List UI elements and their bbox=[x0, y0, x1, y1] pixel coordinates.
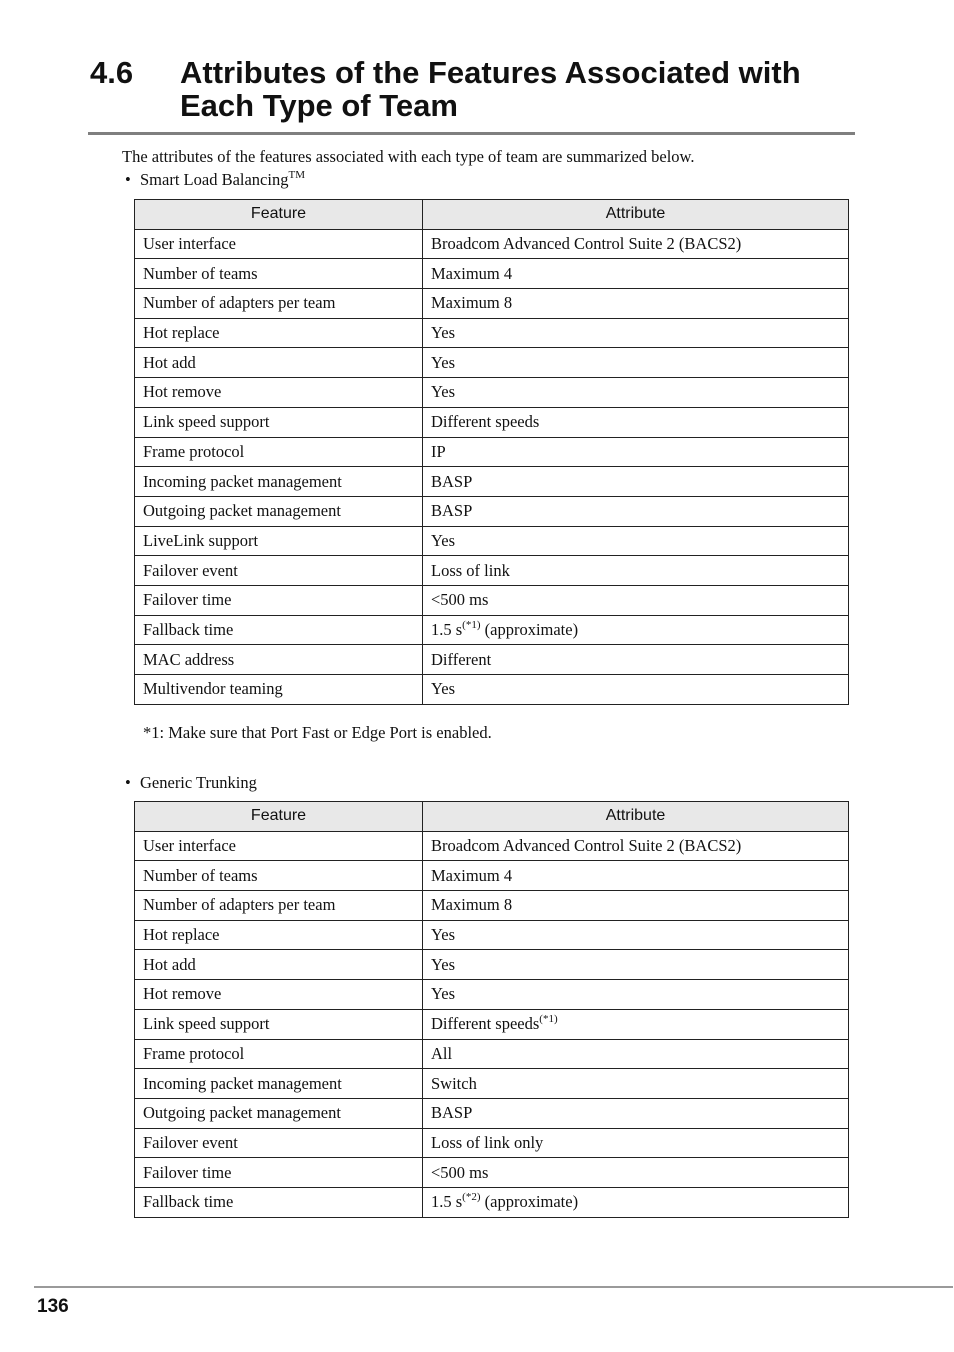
attribute-value: 1.5 s bbox=[431, 619, 463, 639]
column-header-attribute: Attribute bbox=[423, 200, 849, 230]
table-row bbox=[135, 1158, 849, 1188]
attribute-value: Yes bbox=[431, 323, 456, 343]
attribute-value: BASP bbox=[431, 1103, 473, 1123]
attribute-cell bbox=[423, 831, 849, 861]
table-row bbox=[135, 229, 849, 259]
bullet-label: Generic Trunking bbox=[140, 773, 257, 792]
attribute-cell bbox=[423, 980, 849, 1010]
feature-cell: Number of adapters per team bbox=[135, 891, 423, 921]
column-header-feature: Feature bbox=[135, 802, 423, 832]
feature-cell: Failover event bbox=[135, 556, 423, 586]
table-row bbox=[135, 318, 849, 348]
attribute-value: Different speeds bbox=[431, 412, 540, 432]
feature-cell: Failover time bbox=[135, 585, 423, 615]
table-row bbox=[135, 585, 849, 615]
attribute-cell bbox=[423, 1098, 849, 1128]
feature-cell: Failover event bbox=[135, 1128, 423, 1158]
attribute-cell bbox=[423, 891, 849, 921]
attribute-cell bbox=[423, 920, 849, 950]
attribute-value: Yes bbox=[431, 382, 456, 402]
feature-cell: Fallback time bbox=[135, 1187, 423, 1217]
feature-cell: Hot replace bbox=[135, 318, 423, 348]
intro-text: The attributes of the features associated with each type of team are summarized below. bbox=[122, 147, 695, 166]
attribute-cell bbox=[423, 585, 849, 615]
attribute-value: Loss of link only bbox=[431, 1132, 544, 1152]
attribute-value: <500 ms bbox=[431, 1162, 489, 1182]
attribute-cell bbox=[423, 318, 849, 348]
feature-cell: MAC address bbox=[135, 645, 423, 675]
table-row bbox=[135, 378, 849, 408]
table-row bbox=[135, 259, 849, 289]
feature-cell: Number of teams bbox=[135, 259, 423, 289]
attribute-value: Broadcom Advanced Control Suite 2 (BACS2) bbox=[431, 234, 742, 254]
attribute-suffix: (approximate) bbox=[480, 619, 579, 639]
table-row bbox=[135, 675, 849, 705]
table-header-row bbox=[135, 802, 849, 832]
feature-cell: Hot add bbox=[135, 950, 423, 980]
table-row bbox=[135, 831, 849, 861]
feature-cell: Link speed support bbox=[135, 407, 423, 437]
table-row bbox=[135, 920, 849, 950]
attribute-value: Different speeds bbox=[431, 1014, 540, 1034]
feature-cell: User interface bbox=[135, 831, 423, 861]
table-row bbox=[135, 496, 849, 526]
table-row bbox=[135, 467, 849, 497]
attribute-value: Maximum 4 bbox=[431, 865, 513, 885]
feature-cell: Frame protocol bbox=[135, 1039, 423, 1069]
attribute-value: Maximum 8 bbox=[431, 293, 513, 313]
attribute-cell bbox=[423, 1069, 849, 1099]
table-row bbox=[135, 437, 849, 467]
feature-cell: Hot add bbox=[135, 348, 423, 378]
attribute-cell bbox=[423, 407, 849, 437]
slb-table-body bbox=[135, 229, 849, 704]
attribute-cell bbox=[423, 259, 849, 289]
attribute-cell bbox=[423, 1039, 849, 1069]
feature-cell: Hot remove bbox=[135, 980, 423, 1010]
feature-cell: Multivendor teaming bbox=[135, 675, 423, 705]
attribute-value: Yes bbox=[431, 984, 456, 1004]
table-row bbox=[135, 1069, 849, 1099]
attribute-value: BASP bbox=[431, 501, 473, 521]
attribute-cell bbox=[423, 950, 849, 980]
table-row bbox=[135, 950, 849, 980]
title-rule bbox=[88, 132, 855, 135]
slb-attributes-table bbox=[134, 199, 849, 705]
feature-cell: Incoming packet management bbox=[135, 1069, 423, 1099]
table-row bbox=[135, 645, 849, 675]
attribute-value: Yes bbox=[431, 925, 456, 945]
section-number: 4.6 bbox=[90, 55, 134, 90]
feature-cell: Failover time bbox=[135, 1158, 423, 1188]
column-header-attribute: Attribute bbox=[423, 802, 849, 832]
attribute-cell bbox=[423, 556, 849, 586]
attribute-cell bbox=[423, 467, 849, 497]
table-row bbox=[135, 526, 849, 556]
attribute-cell bbox=[423, 675, 849, 705]
attribute-cell bbox=[423, 1158, 849, 1188]
table-row bbox=[135, 556, 849, 586]
table-row bbox=[135, 348, 849, 378]
feature-cell: Outgoing packet management bbox=[135, 496, 423, 526]
bullet-label: Smart Load Balancing bbox=[140, 170, 289, 189]
attribute-value: Yes bbox=[431, 954, 456, 974]
feature-cell: Frame protocol bbox=[135, 437, 423, 467]
feature-cell: Incoming packet management bbox=[135, 467, 423, 497]
feature-cell: Number of teams bbox=[135, 861, 423, 891]
footnote-ref: (*1) bbox=[462, 618, 481, 631]
table-row bbox=[135, 1098, 849, 1128]
attribute-value: Yes bbox=[431, 352, 456, 372]
attribute-cell bbox=[423, 1128, 849, 1158]
attribute-cell bbox=[423, 496, 849, 526]
feature-cell: Outgoing packet management bbox=[135, 1098, 423, 1128]
attribute-cell bbox=[423, 645, 849, 675]
attribute-value: IP bbox=[431, 441, 446, 461]
attribute-cell bbox=[423, 615, 849, 645]
feature-cell: Link speed support bbox=[135, 1009, 423, 1039]
attribute-cell bbox=[423, 289, 849, 319]
attribute-cell bbox=[423, 1009, 849, 1039]
attribute-cell bbox=[423, 229, 849, 259]
attribute-cell bbox=[423, 1187, 849, 1217]
feature-cell: Number of adapters per team bbox=[135, 289, 423, 319]
attribute-value: 1.5 s bbox=[431, 1192, 463, 1212]
feature-cell: Hot remove bbox=[135, 378, 423, 408]
feature-cell: Hot replace bbox=[135, 920, 423, 950]
bullet-generic-trunking bbox=[125, 773, 257, 793]
column-header-feature: Feature bbox=[135, 200, 423, 230]
bullet-dot: • bbox=[125, 170, 131, 189]
section-title: Attributes of the Features Associated with Each Type of Team bbox=[180, 55, 801, 123]
attribute-suffix: (approximate) bbox=[480, 1192, 579, 1212]
footnote-ref: (*1) bbox=[539, 1013, 558, 1026]
attribute-cell bbox=[423, 526, 849, 556]
attribute-value: <500 ms bbox=[431, 590, 489, 610]
table-row bbox=[135, 289, 849, 319]
attribute-cell bbox=[423, 348, 849, 378]
attribute-value: Maximum 4 bbox=[431, 263, 513, 283]
footer-rule bbox=[34, 1286, 953, 1288]
attribute-cell bbox=[423, 861, 849, 891]
feature-cell: User interface bbox=[135, 229, 423, 259]
table-row bbox=[135, 407, 849, 437]
feature-cell: Fallback time bbox=[135, 615, 423, 645]
attribute-value: Switch bbox=[431, 1073, 477, 1093]
table-row bbox=[135, 891, 849, 921]
attribute-value: Loss of link bbox=[431, 560, 510, 580]
attribute-value: Yes bbox=[431, 530, 456, 550]
table-row bbox=[135, 615, 849, 645]
feature-cell: LiveLink support bbox=[135, 526, 423, 556]
attribute-value: Maximum 8 bbox=[431, 895, 513, 915]
page-number: 136 bbox=[37, 1296, 69, 1317]
attribute-cell bbox=[423, 378, 849, 408]
bullet-smart-load-balancing bbox=[125, 170, 305, 190]
gt-attributes-table bbox=[134, 801, 849, 1218]
attribute-value: BASP bbox=[431, 471, 473, 491]
table-header-row bbox=[135, 200, 849, 230]
footnote: *1: Make sure that Port Fast or Edge Port is enabled. bbox=[143, 723, 492, 742]
attribute-value: Yes bbox=[431, 679, 456, 699]
attribute-value: Broadcom Advanced Control Suite 2 (BACS2) bbox=[431, 836, 742, 856]
table-row bbox=[135, 1128, 849, 1158]
table-row bbox=[135, 1039, 849, 1069]
table-row bbox=[135, 980, 849, 1010]
attribute-value: Different bbox=[431, 649, 492, 669]
attribute-value: All bbox=[431, 1043, 453, 1063]
footnote-ref: (*2) bbox=[462, 1191, 481, 1204]
attribute-cell bbox=[423, 437, 849, 467]
bullet-dot: • bbox=[125, 773, 131, 792]
trademark-mark: TM bbox=[288, 169, 305, 181]
table-row bbox=[135, 861, 849, 891]
table-row bbox=[135, 1009, 849, 1039]
table-row bbox=[135, 1187, 849, 1217]
gt-table-body bbox=[135, 831, 849, 1217]
